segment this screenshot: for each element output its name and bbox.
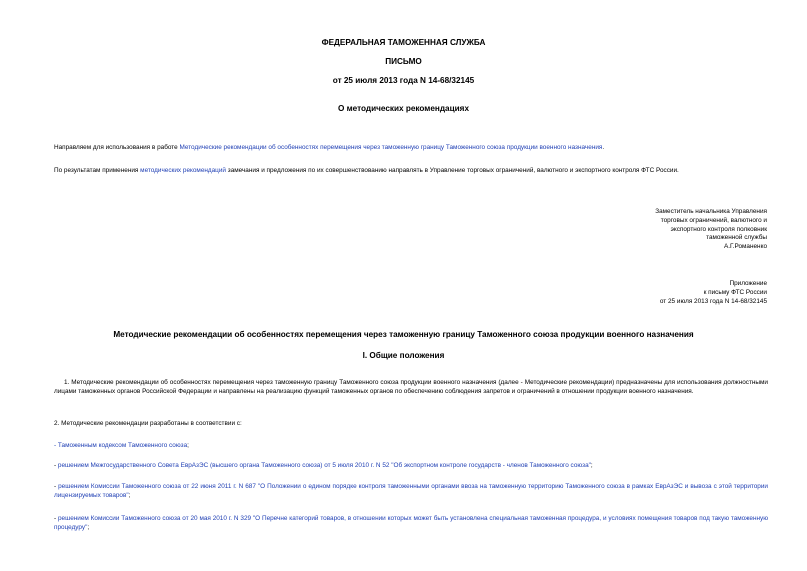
appendix-line: Приложение bbox=[729, 280, 767, 287]
signature-line: торговых ограничений, валютного и bbox=[660, 216, 767, 224]
signature-line: Заместитель начальника Управления bbox=[655, 208, 767, 215]
signature-block bbox=[527, 208, 767, 252]
list-item-suffix: ; bbox=[590, 462, 593, 469]
intro-p2-prefix: По результатам применения bbox=[54, 167, 141, 174]
list-item bbox=[54, 462, 593, 471]
decision-52-link[interactable]: решением Межгосударственного Совета ЕврАзЭС (высшего органа Таможенного союза) от 5 июля 2010 г. N 52 "Об экспортном контроле государств - членов Таможенного союза" bbox=[57, 462, 591, 469]
doc-type: ПИСЬМО bbox=[385, 57, 422, 66]
customs-code-link[interactable]: Таможенным кодексом Таможенного союза bbox=[57, 442, 188, 449]
list-item-suffix: ; bbox=[87, 523, 90, 531]
decision-687-link[interactable]: решением Комиссии Таможенного союза от 22 июня 2011 г. N 687 "О Положении о едином порядке контроля таможенными органами ввоза на таможенную территорию Таможенного союза в рамках ЕврАзЭС и вывоза с этой территории лицензируемых товаров" bbox=[54, 483, 768, 499]
signature-name: А.Г.Романенко bbox=[723, 243, 767, 251]
list-item-dash: - bbox=[54, 462, 58, 469]
agency-title: ФЕДЕРАЛЬНАЯ ТАМОЖЕННАЯ СЛУЖБА bbox=[321, 38, 486, 47]
paragraph-1: 1. Методические рекомендации об особенностях перемещения через таможенную границу Таможенного союза продукции военного назначения (далее - Методические рекомендации) предназначены для использования должностными лицами таможенных органов Российской Федерации и направлены на реализацию функций таможенных органов по обеспечению соблюдения запретов и ограничений в отношении продукции военного назначения. bbox=[54, 379, 768, 395]
paragraph-2: 2. Методические рекомендации разработаны в соответствии с: bbox=[54, 420, 242, 427]
signature-line: таможенной службы bbox=[706, 234, 767, 242]
signature-line: экспортного контроля полковник bbox=[670, 225, 767, 233]
section-title: Методические рекомендации об особенностях перемещения через таможенную границу Таможенного союза продукции военного назначения bbox=[113, 330, 694, 339]
intro-p1-suffix: . bbox=[602, 144, 605, 151]
appendix-line: от 25 июля 2013 года N 14-68/32145 bbox=[659, 297, 767, 305]
list-item bbox=[54, 483, 768, 500]
list-item bbox=[54, 442, 189, 451]
section-heading: I. Общие положения bbox=[362, 351, 445, 360]
list-item-dash: - bbox=[54, 515, 58, 522]
list-item-dash: - bbox=[54, 483, 59, 490]
doc-subject: О методических рекомендациях bbox=[337, 104, 470, 113]
appendix-block bbox=[527, 280, 767, 306]
list-item-suffix: ; bbox=[187, 442, 189, 449]
appendix-line: к письму ФТС России bbox=[703, 288, 767, 296]
intro-p2-suffix: замечания и предложения по их совершенствованию направлять в Управление торговых ограничений, валютного и экспортного контроля ФТС России. bbox=[225, 167, 679, 174]
decision-329-link[interactable]: решением Комиссии Таможенного союза от 20 мая 2010 г. N 329 "О Перечне категорий товаров, в отношении которых может быть установлена специальная таможенная процедура, и условиях помещения товаров под такую таможенную процедуру" bbox=[54, 515, 769, 531]
intro-paragraph-2 bbox=[54, 167, 679, 176]
list-item bbox=[54, 515, 768, 532]
recommendations-short-link[interactable]: методических рекомендаций bbox=[140, 167, 226, 174]
methodical-recommendations-link[interactable]: Методические рекомендации об особенностях перемещения через таможенную границу Таможенного союза продукции военного назначения bbox=[179, 144, 603, 151]
intro-paragraph-1 bbox=[54, 144, 604, 153]
list-item-dash: - bbox=[54, 442, 58, 449]
list-item-suffix: ; bbox=[128, 491, 131, 499]
intro-p1-prefix: Направляем для использования в работе bbox=[54, 144, 180, 151]
doc-date: от 25 июля 2013 года N 14-68/32145 bbox=[332, 76, 475, 85]
